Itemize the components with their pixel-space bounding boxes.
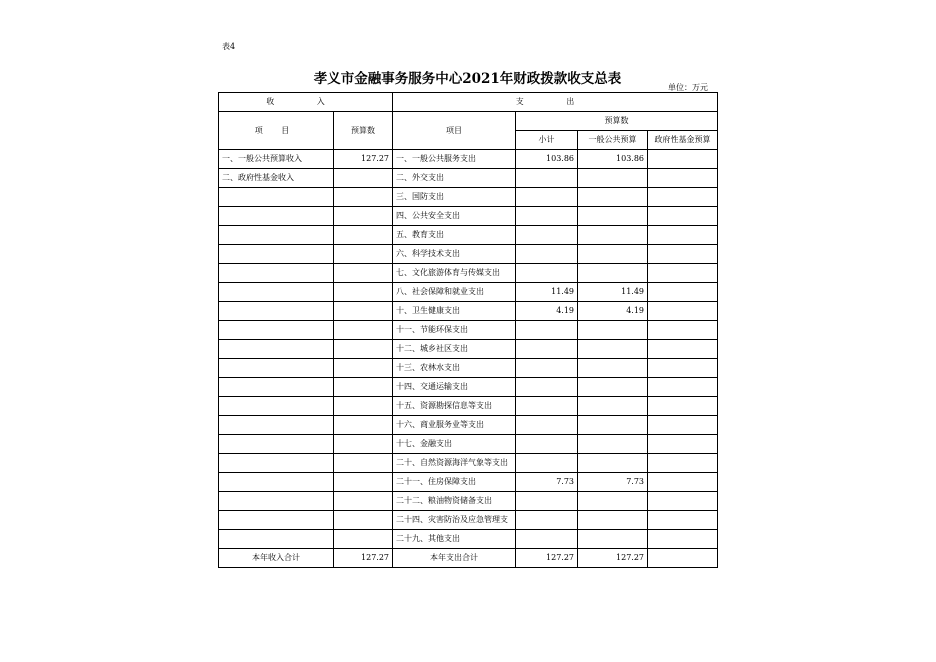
- general-budget-cell: [578, 378, 648, 397]
- expense-total-gov-fund: [648, 549, 718, 568]
- subtotal-cell: [516, 207, 578, 226]
- page-title: 孝义市金融事务服务中心2021年财政拨款收支总表: [313, 71, 622, 87]
- expense-item-cell: 二十四、灾害防治及应急管理支: [393, 511, 516, 530]
- table-number: 表4: [222, 42, 236, 51]
- general-budget-cell: 103.86: [578, 150, 648, 169]
- income-budget-cell: [334, 169, 393, 188]
- general-budget-cell: [578, 511, 648, 530]
- subtotal-cell: [516, 378, 578, 397]
- table-row: [219, 530, 718, 549]
- subtotal-cell: [516, 511, 578, 530]
- table-row: [219, 511, 718, 530]
- income-budget-cell: [334, 454, 393, 473]
- gov-fund-cell: [648, 530, 718, 549]
- general-budget-cell: [578, 207, 648, 226]
- subtotal-cell: [516, 397, 578, 416]
- subtotal-cell: [516, 264, 578, 283]
- header-row-2: [219, 112, 718, 131]
- income-budget-cell: [334, 207, 393, 226]
- table-body: [219, 150, 718, 549]
- income-budget-cell: [334, 378, 393, 397]
- income-item-cell: [219, 378, 334, 397]
- table-row: [219, 397, 718, 416]
- gov-fund-cell: [648, 321, 718, 340]
- table-row: [219, 378, 718, 397]
- table-row: [219, 150, 718, 169]
- income-item-cell: [219, 530, 334, 549]
- gov-fund-cell: [648, 169, 718, 188]
- header-row-1: [219, 93, 718, 112]
- general-budget-cell: [578, 359, 648, 378]
- table-row: [219, 321, 718, 340]
- income-item-cell: [219, 359, 334, 378]
- general-budget-cell: 4.19: [578, 302, 648, 321]
- expense-item-cell: 四、公共安全支出: [393, 207, 516, 226]
- general-budget-cell: [578, 416, 648, 435]
- table-row: [219, 340, 718, 359]
- general-budget-cell: [578, 397, 648, 416]
- income-item-cell: [219, 302, 334, 321]
- general-budget-cell: [578, 264, 648, 283]
- income-budget-cell: [334, 359, 393, 378]
- subtotal-cell: 4.19: [516, 302, 578, 321]
- gov-fund-cell: [648, 188, 718, 207]
- subtotal-cell: [516, 340, 578, 359]
- income-item-cell: 一、一般公共预算收入: [219, 150, 334, 169]
- subtotal-cell: [516, 359, 578, 378]
- subtotal-cell: [516, 492, 578, 511]
- income-item-cell: [219, 283, 334, 302]
- table-row: [219, 207, 718, 226]
- subtotal-cell: [516, 454, 578, 473]
- expense-item-cell: 八、社会保障和就业支出: [393, 283, 516, 302]
- expense-item-cell: 十一、节能环保支出: [393, 321, 516, 340]
- income-budget-cell: [334, 283, 393, 302]
- income-item-cell: [219, 416, 334, 435]
- income-item-cell: [219, 435, 334, 454]
- income-budget-header: 预算数: [334, 112, 393, 150]
- gov-fund-cell: [648, 150, 718, 169]
- general-budget-cell: [578, 245, 648, 264]
- expense-item-cell: 五、教育支出: [393, 226, 516, 245]
- general-budget-cell: [578, 226, 648, 245]
- gov-fund-cell: [648, 492, 718, 511]
- income-item-cell: [219, 207, 334, 226]
- income-total-value: 127.27: [334, 549, 393, 568]
- expense-item-cell: 二十二、粮油物资储备支出: [393, 492, 516, 511]
- general-budget-cell: [578, 188, 648, 207]
- expense-item-cell: 六、科学技术支出: [393, 245, 516, 264]
- gov-fund-cell: [648, 397, 718, 416]
- general-budget-cell: 7.73: [578, 473, 648, 492]
- table-row: [219, 454, 718, 473]
- income-budget-cell: [334, 321, 393, 340]
- income-budget-cell: [334, 435, 393, 454]
- gov-fund-cell: [648, 283, 718, 302]
- general-budget-header: 一般公共预算: [578, 131, 648, 150]
- income-budget-cell: [334, 188, 393, 207]
- gov-fund-cell: [648, 435, 718, 454]
- unit-label: 单位：万元: [668, 83, 708, 92]
- expense-total-label: 本年支出合计: [393, 549, 516, 568]
- income-item-cell: [219, 397, 334, 416]
- income-budget-cell: [334, 473, 393, 492]
- income-budget-cell: [334, 511, 393, 530]
- subtotal-cell: [516, 169, 578, 188]
- expense-item-cell: 三、国防支出: [393, 188, 516, 207]
- gov-fund-cell: [648, 416, 718, 435]
- income-item-header: 项 目: [219, 112, 334, 150]
- gov-fund-cell: [648, 511, 718, 530]
- gov-fund-cell: [648, 207, 718, 226]
- income-item-cell: [219, 264, 334, 283]
- income-item-cell: [219, 454, 334, 473]
- gov-fund-budget-header: 政府性基金预算: [648, 131, 718, 150]
- gov-fund-cell: [648, 454, 718, 473]
- gov-fund-cell: [648, 359, 718, 378]
- income-item-cell: [219, 188, 334, 207]
- income-item-cell: [219, 245, 334, 264]
- gov-fund-cell: [648, 302, 718, 321]
- income-total-label: 本年收入合计: [219, 549, 334, 568]
- expense-item-cell: 七、文化旅游体育与传媒支出: [393, 264, 516, 283]
- income-budget-cell: [334, 226, 393, 245]
- income-budget-cell: [334, 245, 393, 264]
- budget-count-header: 预算数: [516, 112, 718, 131]
- income-budget-cell: [334, 397, 393, 416]
- table-row: [219, 435, 718, 454]
- expense-total-general: 127.27: [578, 549, 648, 568]
- subtotal-cell: [516, 530, 578, 549]
- table-row: [219, 264, 718, 283]
- expense-item-cell: 十六、商业服务业等支出: [393, 416, 516, 435]
- expense-total-subtotal: 127.27: [516, 549, 578, 568]
- expense-item-cell: 十三、农林水支出: [393, 359, 516, 378]
- income-item-cell: [219, 340, 334, 359]
- general-budget-cell: [578, 321, 648, 340]
- budget-summary-table: [218, 92, 718, 568]
- subtotal-cell: 7.73: [516, 473, 578, 492]
- general-budget-cell: [578, 340, 648, 359]
- gov-fund-cell: [648, 378, 718, 397]
- general-budget-cell: [578, 435, 648, 454]
- expense-item-cell: 十四、交通运输支出: [393, 378, 516, 397]
- general-budget-cell: [578, 454, 648, 473]
- income-item-cell: 二、政府性基金收入: [219, 169, 334, 188]
- subtotal-cell: [516, 245, 578, 264]
- income-budget-cell: [334, 492, 393, 511]
- expense-header: 支 出: [393, 93, 718, 112]
- expense-item-cell: 一、一般公共服务支出: [393, 150, 516, 169]
- table-row: [219, 359, 718, 378]
- expense-item-cell: 二、外交支出: [393, 169, 516, 188]
- expense-item-cell: 二十九、其他支出: [393, 530, 516, 549]
- subtotal-cell: [516, 188, 578, 207]
- table-row: [219, 492, 718, 511]
- totals-row: [219, 549, 718, 568]
- income-budget-cell: [334, 302, 393, 321]
- income-item-cell: [219, 321, 334, 340]
- subtotal-cell: 11.49: [516, 283, 578, 302]
- income-budget-cell: [334, 416, 393, 435]
- gov-fund-cell: [648, 245, 718, 264]
- subtotal-cell: [516, 435, 578, 454]
- table-row: [219, 226, 718, 245]
- expense-item-cell: 二十一、住房保障支出: [393, 473, 516, 492]
- income-budget-cell: [334, 264, 393, 283]
- table-row: [219, 188, 718, 207]
- income-budget-cell: 127.27: [334, 150, 393, 169]
- gov-fund-cell: [648, 340, 718, 359]
- income-item-cell: [219, 492, 334, 511]
- income-item-cell: [219, 226, 334, 245]
- income-item-cell: [219, 511, 334, 530]
- table-row: [219, 302, 718, 321]
- general-budget-cell: 11.49: [578, 283, 648, 302]
- table-row: [219, 245, 718, 264]
- gov-fund-cell: [648, 473, 718, 492]
- table-row: [219, 416, 718, 435]
- income-budget-cell: [334, 530, 393, 549]
- income-budget-cell: [334, 340, 393, 359]
- subtotal-cell: [516, 321, 578, 340]
- expense-item-cell: 十五、资源勘探信息等支出: [393, 397, 516, 416]
- expense-item-header: 项目: [393, 112, 516, 150]
- subtotal-header: 小计: [516, 131, 578, 150]
- income-item-cell: [219, 473, 334, 492]
- expense-item-cell: 十、卫生健康支出: [393, 302, 516, 321]
- expense-item-cell: 十七、金融支出: [393, 435, 516, 454]
- subtotal-cell: [516, 416, 578, 435]
- general-budget-cell: [578, 492, 648, 511]
- subtotal-cell: 103.86: [516, 150, 578, 169]
- table-row: [219, 473, 718, 492]
- gov-fund-cell: [648, 226, 718, 245]
- general-budget-cell: [578, 169, 648, 188]
- expense-item-cell: 二十、自然资源海洋气象等支出: [393, 454, 516, 473]
- table-row: [219, 283, 718, 302]
- income-header: 收 入: [219, 93, 393, 112]
- gov-fund-cell: [648, 264, 718, 283]
- subtotal-cell: [516, 226, 578, 245]
- general-budget-cell: [578, 530, 648, 549]
- expense-item-cell: 十二、城乡社区支出: [393, 340, 516, 359]
- table-row: [219, 169, 718, 188]
